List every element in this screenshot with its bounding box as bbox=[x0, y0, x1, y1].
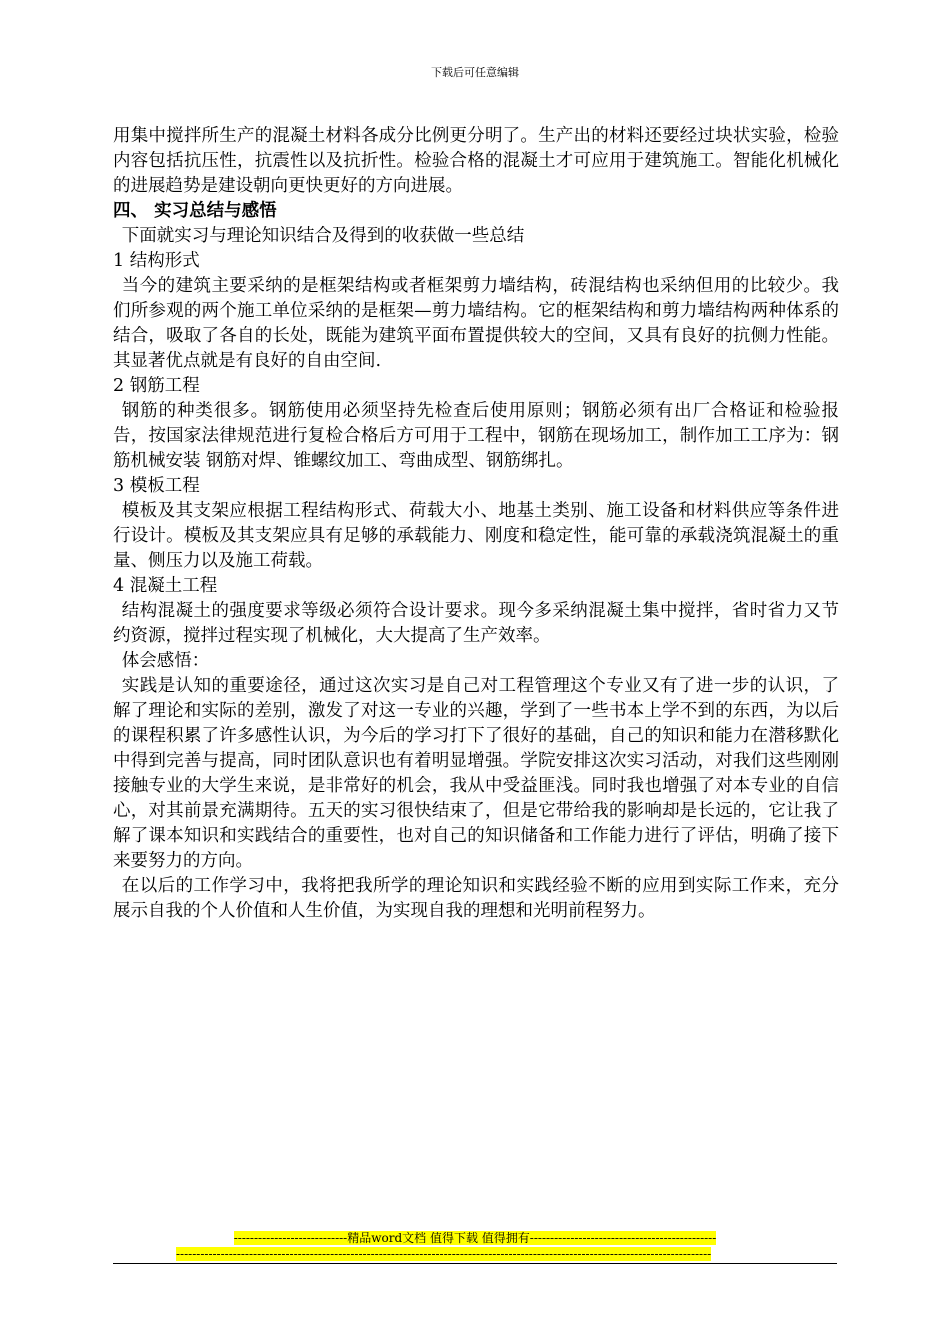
reflections-paragraph: 实践是认知的重要途径，通过这次实习是自己对工程管理这个专业又有了进一步的认识，了解了理论和实际的差别，激发了对这一专业的兴趣，学到了一些书本上学不到的东西，为以后的课程积累了许多感性认识，为今后的学习打下了很好的基础，自己的知识和能力在潜移默化中得到完善与提高，同时团队意识也有着明显增强。学院安排这次实习活动，对我们这些刚刚接触专业的大学生来说，是非常好的机会，我从中受益匪浅。同时我也增强了对本专业的自信心，对其前景充满期待。五天的实习很快结束了，但是它带给我的影响却是长远的，它让我了解了课本知识和实践结合的重要性，也对自己的知识储备和工作能力进行了评估，明确了接下来要努力的方向。 bbox=[113, 676, 839, 871]
document-body bbox=[113, 124, 839, 924]
footer-banner-line bbox=[190, 1230, 760, 1246]
footer-rule bbox=[113, 1263, 837, 1264]
footer-banner-text: ----------------------------精品word文档 值得下载 值得拥有---------------------------------------------- bbox=[233, 1231, 717, 1245]
footer-dash-line bbox=[176, 1246, 774, 1262]
subheading-structure-form: 1 结构形式 bbox=[113, 251, 200, 271]
subheading-rebar-works: 2 钢筋工程 bbox=[113, 376, 200, 396]
subheading-concrete-works: 4 混凝土工程 bbox=[113, 576, 218, 596]
formwork-paragraph: 模板及其支架应根据工程结构形式、荷载大小、地基土类别、施工设备和材料供应等条件进行设计。模板及其支架应具有足够的承载能力、刚度和稳定性，能可靠的承载浇筑混凝土的重量、侧压力以及施工荷载。 bbox=[113, 501, 839, 571]
rebar-works-paragraph: 钢筋的种类很多。钢筋使用必须坚持先检查后使用原则；钢筋必须有出厂合格证和检验报告，按国家法律规范进行复检合格后方可用于工程中，钢筋在现场加工，制作加工工序为：钢筋机械安装 钢筋对焊、锥螺纹加工、弯曲成型、钢筋绑扎。 bbox=[113, 401, 839, 471]
intro-paragraph: 用集中搅拌所生产的混凝土材料各成分比例更分明了。生产出的材料还要经过块状实验，检验内容包括抗压性，抗震性以及抗折性。检验合格的混凝土才可应用于建筑施工。智能化机械化的进展趋势是建设朝向更快更好的方向进展。 bbox=[113, 126, 839, 196]
page-header bbox=[0, 66, 950, 80]
closing-paragraph: 在以后的工作学习中，我将把我所学的理论知识和实践经验不断的应用到实际工作来，充分展示自我的个人价值和人生价值，为实现自我的理想和光明前程努力。 bbox=[113, 876, 839, 921]
concrete-works-paragraph: 结构混凝土的强度要求等级必须符合设计要求。现今多采纳混凝土集中搅拌，省时省力又节约资源，搅拌过程实现了机械化，大大提高了生产效率。 bbox=[113, 601, 839, 646]
footer-dash-text: ------------------------------------------------------------------------------------------------------------------------------------ bbox=[176, 1247, 712, 1261]
subheading-reflections: 体会感悟： bbox=[121, 651, 210, 671]
header-text: 下载后可任意编辑 bbox=[431, 66, 519, 79]
section-heading: 四、 实习总结与感悟 bbox=[113, 201, 277, 221]
summary-intro-paragraph: 下面就实习与理论知识结合及得到的收获做一些总结 bbox=[121, 226, 525, 246]
structure-form-paragraph: 当今的建筑主要采纳的是框架结构或者框架剪力墙结构，砖混结构也采纳但用的比较少。我们所参观的两个施工单位采纳的是框架—剪力墙结构。它的框架结构和剪力墙结构两种体系的结合，吸取了各自的长处，既能为建筑平面布置提供较大的空间，又具有良好的抗侧力性能。其显著优点就是有良好的自由空间. bbox=[113, 276, 839, 371]
subheading-formwork: 3 模板工程 bbox=[113, 476, 200, 496]
